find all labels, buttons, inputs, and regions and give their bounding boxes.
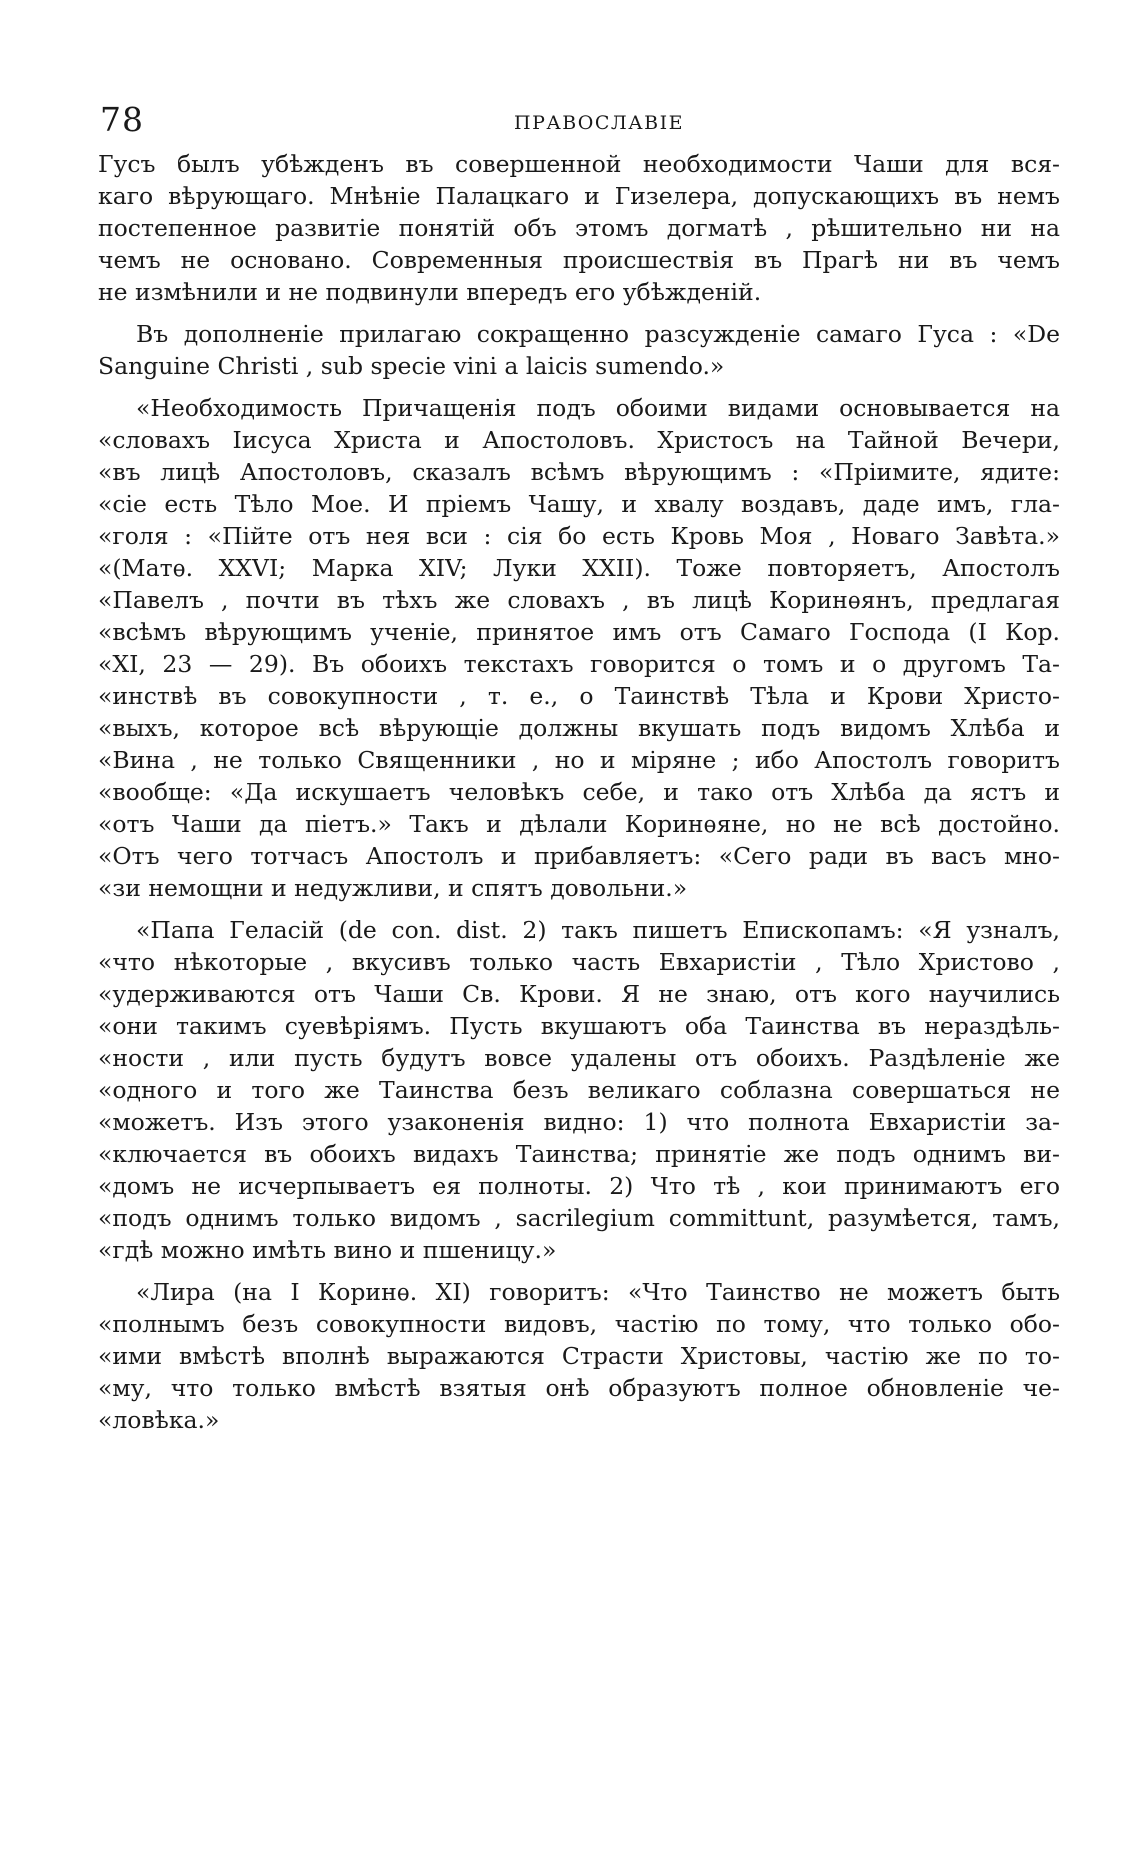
paragraph-appendix-intro [98,318,1060,382]
text-line: «всѣмъ вѣрующимъ ученіе, принятое имъ отъ Самаго Господа (I Кор. [98,618,1060,646]
text-line: «вообще: «Да искушаетъ человѣкъ себе, и тако отъ Хлѣба да ястъ и [98,778,1060,806]
text-line: «гдѣ можно имѣть вино и пшеницу.» [98,1236,557,1264]
text-line: «сіе есть Тѣло Мое. И пріемъ Чашу, и хвалу воздавъ, даде имъ, гла- [98,490,1060,518]
text-line: «въ лицѣ Апостоловъ, сказалъ всѣмъ вѣрующимъ : «Пріимите, ядите: [98,458,1060,486]
text-line: не измѣнили и не подвинули впередъ его убѣжденій. [98,278,762,306]
text-line: «можетъ. Изъ этого узаконенія видно: 1) что полнота Евхаристіи за- [98,1108,1060,1136]
text-line: каго вѣрующаго. Мнѣніе Палацкаго и Гизелера, допускающихъ въ немъ [98,182,1060,210]
text-line: «одного и того же Таинства безъ великаго соблазна совершаться не [98,1076,1060,1104]
text-line: «XI, 23 — 29). Въ обоихъ текстахъ говорится о томъ и о другомъ Та- [98,650,1060,678]
text-line: «что нѣкоторые , вкусивъ только часть Евхаристіи , Тѣло Христово , [98,948,1060,976]
text-line: «домъ не исчерпываетъ ея полноты. 2) Что тѣ , кои принимаютъ его [98,1172,1060,1200]
paragraph-pope-gelasius [98,914,1060,1266]
text-line: «словахъ Іисуса Христа и Апостоловъ. Христосъ на Тайной Вечери, [98,426,1060,454]
running-title: ПРАВОСЛАВІЕ [514,112,684,134]
text-line: Sanguine Christi , sub specie vini a laicis sumendo.» [98,352,725,380]
text-line: «зи немощни и недужливи, и спятъ довольни.» [98,874,688,902]
text-line: «ключается въ обоихъ видахъ Таинства; принятіе же подъ однимъ ви- [98,1140,1060,1168]
page-number: 78 [100,100,144,139]
text-line: постепенное развитіе понятій объ этомъ догматѣ , рѣшительно ни на [98,214,1060,242]
text-line: «Отъ чего тотчасъ Апостолъ и прибавляетъ: «Сего ради въ васъ мно- [98,842,1060,870]
text-line: «они такимъ суевѣріямъ. Пусть вкушаютъ оба Таинства въ нераздѣль- [98,1012,1060,1040]
body-text [98,148,1060,1436]
text-line: «удерживаются отъ Чаши Св. Крови. Я не знаю, отъ кого научились [98,980,1060,1008]
text-line: «Лира (на I Коринѳ. XI) говоритъ: «Что Таинство не можетъ быть [136,1278,1060,1306]
text-line: «му, что только вмѣстѣ взятыя онѣ образуютъ полное обновленіе че- [98,1374,1060,1402]
text-line: «Папа Геласій (de con. dist. 2) такъ пишетъ Епископамъ: «Я узналъ, [136,916,1060,944]
text-line: Гусъ былъ убѣжденъ въ совершенной необходимости Чаши для вся- [98,150,1060,178]
text-line: «Необходимость Причащенія подъ обоими видами основывается на [136,394,1060,422]
text-line: чемъ не основано. Современныя происшествія въ Прагѣ ни въ чемъ [98,246,1060,274]
text-line: «Вина , не только Священники , но и міряне ; ибо Апостолъ говоритъ [98,746,1060,774]
text-line: «ности , или пусть будутъ вовсе удалены отъ обоихъ. Раздѣленіе же [98,1044,1060,1072]
paragraph-necessity-of-communion [98,392,1060,904]
text-line: «полнымъ безъ совокупности видовъ, частію по тому, что только обо- [98,1310,1060,1338]
paragraph-hus-conviction [98,148,1060,308]
text-line: «Павелъ , почти въ тѣхъ же словахъ , въ лицѣ Коринѳянъ, предлагая [98,586,1060,614]
text-line: «инствѣ въ совокупности , т. е., о Таинствѣ Тѣла и Крови Христо- [98,682,1060,710]
book-page [98,88,1060,1446]
text-line: «отъ Чаши да піетъ.» Такъ и дѣлали Коринѳяне, но не всѣ достойно. [98,810,1060,838]
paragraph-lyra [98,1276,1060,1436]
text-line: Въ дополненіе прилагаю сокращенно разсужденіе самаго Гуса : «De [136,320,1060,348]
text-line: «выхъ, которое всѣ вѣрующіе должны вкушать подъ видомъ Хлѣба и [98,714,1060,742]
text-line: «ловѣка.» [98,1406,220,1434]
text-line: «подъ однимъ только видомъ , sacrilegium committunt, разумѣется, тамъ, [98,1204,1060,1232]
page-header [98,88,1060,148]
text-line: «(Матѳ. XXVI; Марка XIV; Луки XXII). Тоже повторяетъ, Апостолъ [98,554,1060,582]
text-line: «ими вмѣстѣ вполнѣ выражаются Страсти Христовы, частію же по то- [98,1342,1060,1370]
text-line: «голя : «Пійте отъ нея вси : сія бо есть Кровь Моя , Новаго Завѣта.» [98,522,1060,550]
